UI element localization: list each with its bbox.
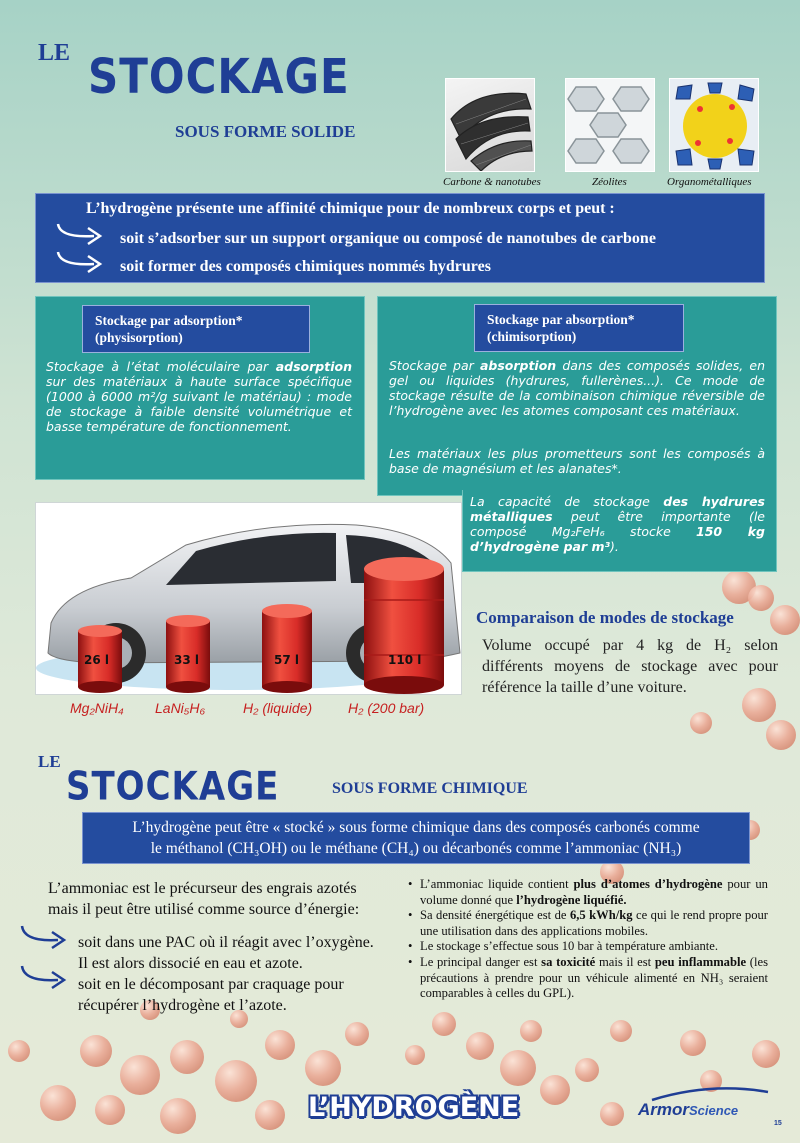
material-label: H₂ (200 bar) <box>348 700 425 716</box>
list-item: • Le stockage s’effectue sous 10 bar à température ambiante. <box>408 939 768 955</box>
absorption-text: Stockage par absorption dans des composés solides, en gel ou liquides (hydrures, fullerènes...). Ce mode de stockage résulte de la combinaison chimique réversible de l’hydrogène avec les atomes composant ces matériaux. <box>389 358 766 418</box>
organometallic-icon <box>669 78 759 172</box>
material-label: Mg₂NiH₄ <box>70 700 124 716</box>
zeolite-icon <box>565 78 655 172</box>
adsorption-label-line: (physisorption) <box>95 330 183 345</box>
absorption-label-line: (chimisorption) <box>487 329 577 344</box>
section1-title: STOCKAGE <box>88 48 350 105</box>
section1-subtitle: SOUS FORME SOLIDE <box>175 122 356 141</box>
ammonia-intro: mais il peut être utilisé comme source d’énergie: <box>48 901 360 918</box>
ammonia-item: récupérer l’hydrogène et l’azote. <box>78 997 287 1014</box>
absorption-text: Les matériaux les plus prometteurs sont les composés à base de magnésium et les alanates*. <box>389 446 765 476</box>
intro-band <box>35 193 765 283</box>
chemical-band <box>82 812 750 864</box>
curved-arrow-icon <box>54 220 124 246</box>
ammonia-item: soit dans une PAC où il réagit avec l’oxygène. <box>78 934 374 951</box>
adsorption-text: Stockage à l’état moléculaire par adsorption sur des matériaux à haute surface spécifique (1000 à 6000 m²/g suivant le matériau) : mode de stockage à faible densité volumétrique et basse température de fonctionnement. <box>46 359 352 434</box>
section2-subtitle: SOUS FORME CHIMIQUE <box>332 780 528 797</box>
comparison-text: Volume occupé par 4 kg de H₂ selon différents moyens de stockage avec pour référence la taille d’une voiture. <box>482 637 778 696</box>
barrel-volume-label: 57 l <box>274 653 299 667</box>
intro-line: soit former des composés chimiques nommés hydrures <box>120 258 491 275</box>
ammonia-facts-list <box>408 877 768 1002</box>
list-item: • L’ammoniac liquide contient plus d’atomes d’hydrogène pour un volume donné que l’hydrogène liquéfié. <box>408 877 768 908</box>
curved-arrow-icon <box>18 922 78 950</box>
ammonia-intro: L’ammoniac est le précurseur des engrais azotés <box>48 880 357 897</box>
barrel-57-icon <box>260 603 314 693</box>
list-item: • Sa densité énergétique est de 6,5 kWh/kg ce qui le rend propre pour une utilisation dans des applications mobiles. <box>408 908 768 939</box>
absorption-text: La capacité de stockage des hydrures métalliques peut être importante (le composé Mg₂FeH₆ stocke 150 kg d’hydrogène par m³). <box>470 494 766 554</box>
section2-title: STOCKAGE <box>66 764 280 810</box>
section1-le: LE <box>38 40 71 66</box>
curved-arrow-icon <box>54 248 124 274</box>
intro-line: soit s’adsorber sur un support organique ou composé de nanotubes de carbone <box>120 230 656 247</box>
armorscience-logo: ArmorScience <box>638 1100 739 1119</box>
chemical-band-line: L’hydrogène peut être « stocké » sous forme chimique dans des composés carbonés comme <box>132 819 700 836</box>
car-comparison-image <box>35 502 462 695</box>
adsorption-box <box>35 296 365 480</box>
thumb-caption: Organométalliques <box>667 176 752 188</box>
barrel-volume-label: 110 l <box>388 653 422 667</box>
hydrogene-logo: L’HYDROGÈNE <box>308 1092 520 1123</box>
thumb-caption: Zéolites <box>592 176 627 188</box>
barrel-volume-label: 26 l <box>84 653 109 667</box>
material-label: LaNi₅H₆ <box>155 700 206 716</box>
adsorption-label-line: Stockage par adsorption* <box>95 313 243 328</box>
chemical-band-line: le méthanol (CH₃OH) ou le méthane (CH₄) ou décarbonés comme l’ammoniac (NH₃) <box>150 840 682 857</box>
adsorption-label <box>82 305 310 353</box>
material-label: H₂ (liquide) <box>243 700 313 716</box>
nanotube-icon <box>445 78 535 172</box>
ammonia-item: soit en le décomposant par craquage pour <box>78 976 344 993</box>
absorption-label <box>474 304 684 352</box>
curved-arrow-icon <box>18 962 78 990</box>
comparison-title: Comparaison de modes de stockage <box>476 608 734 627</box>
intro-line: L’hydrogène présente une affinité chimique pour de nombreux corps et peut : <box>86 200 615 217</box>
ammonia-item: Il est alors dissocié en eau et azote. <box>78 955 303 972</box>
page-number: 15 <box>774 1120 782 1127</box>
list-item: • Le principal danger est sa toxicité mais il est peu inflammable (les précautions à prendre pour un véhicule alimenté en NH₃ seraient comparables à celles du GPL). <box>408 955 768 1002</box>
thumb-caption: Carbone & nanotubes <box>443 176 541 188</box>
absorption-label-line: Stockage par absorption* <box>487 312 635 327</box>
section2-le: LE <box>38 752 61 771</box>
barrel-volume-label: 33 l <box>174 653 199 667</box>
barrel-110-icon <box>362 555 446 695</box>
